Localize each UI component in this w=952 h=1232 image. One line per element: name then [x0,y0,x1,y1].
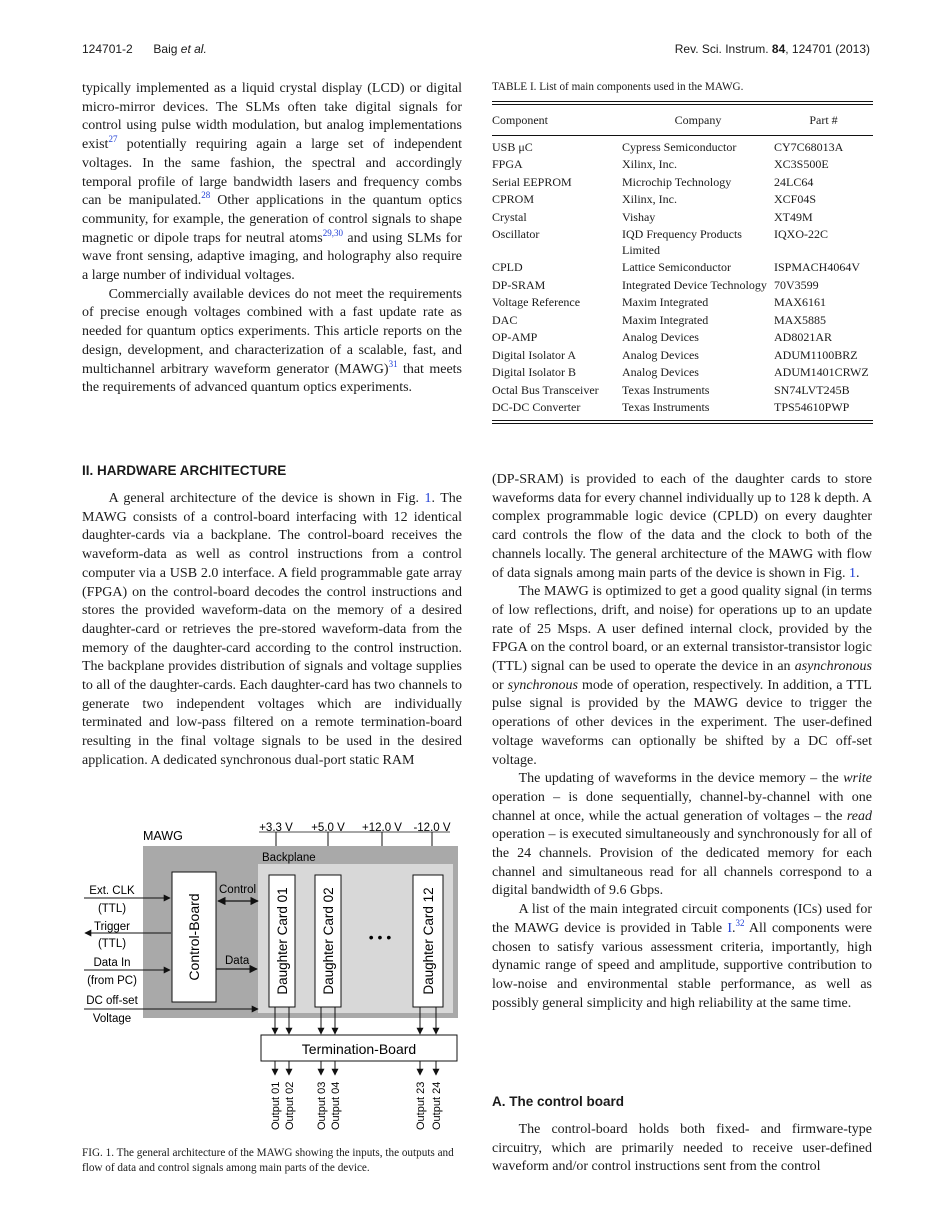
right-column-subsection [492,1121,872,1177]
table-row [492,347,873,365]
table-row [492,191,873,209]
table-row [492,277,873,295]
backplane-label: Backplane [262,852,316,864]
output-04-label: Output 04 [330,1081,342,1130]
mawg-label: MAWG [143,829,183,843]
header-volume: 84 [771,42,786,56]
cell-component: DC-DC Converter [492,400,581,414]
cell-company: Xilinx, Inc. [622,157,677,171]
ttl-label: (TTL) [97,903,127,915]
page-id: 124701-2 [82,42,133,56]
cell-part: XT49M [774,209,813,224]
daughter-card-02-label: Daughter Card 02 [321,887,336,995]
cell-company: Integrated Device Technology [622,277,767,292]
cell-company: Analog Devices [622,365,699,379]
running-header-left [82,42,207,56]
right-column [492,471,872,1013]
cell-part: XC3S500E [774,157,829,171]
table-row [492,399,873,420]
running-header-right [675,42,870,56]
cell-part: 24LC64 [774,174,814,189]
paragraph-commercial: Commercially available devices do not meet the requirements of precise enough voltages combined with a fast update rate as needed for quantum optics experiments. This article reports on the design, development, and characterization of a scalable, fast, and multichannel arbitrary waveform generator (MAWG)$^{31}$ that meets the requirements of advanced quantum optics experiments. [82,286,462,396]
table-row [492,364,873,382]
output-01-label: Output 01 [270,1081,282,1130]
header-etal: et al. [180,42,207,56]
paragraph-control-board: The control-board holds both fixed- and firmware-type circuitry, which are primarily needed to receive user-defined waveform and/or control instructions sent from the control [492,1122,872,1175]
table-row [492,156,873,174]
col-header-part: Part # [809,113,838,127]
figure-caption: FIG. 1. The general architecture of the MAWG showing the inputs, the outputs and flow of data and control signals among main parts of the device. [82,1147,454,1174]
cell-component: CPROM [492,192,535,206]
cell-part: IQXO-22C [774,227,828,241]
figure-1-diagram [82,812,464,1140]
paragraph-dpsram: (DP-SRAM) is provided to each of the daughter cards to store waveforms data for every channel individually up to 128 k depth. A complex programmable logic device (CPLD) on every daughter card controls the flow of the data and the clock to both of the channels locally. The general architecture of the MAWG with flow of data signals among main parts of the device is shown in Fig. 1. [492,472,872,581]
col-header-company: Company [674,113,722,127]
ext-clk-label: Ext. CLK [89,885,135,897]
data-in-label: Data In [93,957,131,969]
paragraph-updating: The updating of waveforms in the device memory – the write operation – is done sequentially, channel-by-channel with one channel at once, while the actual generation of voltages – the read operation – is executed simultaneously and synchronously for all of the 24 channels. Provision of the dedicated memory for each channel and simultaneous read for all channels correspond to a digital bandwidth of 9.6 Gbps. [492,771,872,899]
supply-12v: +12.0 V [362,822,402,834]
cell-company: Vishay [622,209,656,224]
cell-component: Digital Isolator B [492,365,576,379]
section-title: II. HARDWARE ARCHITECTURE [82,463,287,478]
paragraph-intro-continued: typically implemented as a liquid crystal display (LCD) or digital micro-mirror devices. The SLMs often take digital signals for control using pulse width modulation, but analog implementations exist$^{27}$ potentially requiring again a large set of independent voltages. In the same fashion, the spectral and accordingly temporal profile of large bandwidth lasers and frequency combs can be manipulated.$^{28}$ Other applications in the quantum optics community, for example, the generation of control signals to shape magnetic or dipole traps for neutral atoms$^{29,30}$ and using SLMs for wave front sensing, adaptive imaging, and holography also require a large number of individual voltages. [82,81,463,284]
cell-part: MAX6161 [774,295,827,309]
cell-component: Crystal [492,209,527,224]
ref-link[interactable]: 31 [388,358,398,369]
cell-component: USB μC [492,139,533,154]
table-row [492,135,873,156]
ref-link[interactable]: 30 [333,227,343,238]
table-caption: TABLE I. List of main components used in the MAWG. [492,81,744,93]
cell-part: XCF04S [774,192,817,206]
control-label: Control [219,884,257,896]
table-row [492,226,873,259]
paragraph-optimization: The MAWG is optimized to get a good quality signal (in terms of low reflections, drift, and noise) for operations up to an update rate of 25 Msps. A user defined internal clock, provided by the FPGA on the control board, or an external transistor-transistor logic (TTL) signal can be used to operate the device in an asynchronous or synchronous mode of operation, respectively. In addition, a TTL pulse signal is provided by the MAWG device to trigger the operations of other devices in the experiment. The user-defined voltage waveforms can optionally be shifted by a DC off-set voltage. [492,584,872,768]
supply-neg12v: -12.0 V [413,822,451,834]
cell-component: DP-SRAM [492,277,546,292]
termination-board-label: Termination-Board [301,1041,417,1057]
cell-company: Xilinx, Inc. [622,192,677,206]
control-board-label: Control-Board [186,893,202,981]
header-journal: Rev. Sci. Instrum. [674,42,772,56]
dc-offset-label: DC off-set [86,995,138,1007]
supply-5v: +5.0 V [311,822,345,834]
table-header-row [492,105,873,135]
ref-link[interactable]: 27 [108,134,118,145]
fig-link[interactable]: 1 [848,565,856,581]
ref-link[interactable]: 32 [735,917,745,928]
ellipsis: • • • [368,929,392,945]
subsection-title: A. The control board [492,1094,625,1109]
cell-part: ADUM1100BRZ [774,347,858,362]
header-article: , 124701 (2013) [785,42,870,56]
cell-company: Maxim Integrated [622,312,709,327]
output-24-label: Output 24 [431,1081,443,1130]
from-pc-label: (from PC) [87,975,137,987]
cell-component: Oscillator [492,227,540,241]
header-authors: Baig [153,42,181,56]
cell-part: ADUM1401CRWZ [774,365,869,379]
supply-3v3: +3.3 V [259,822,293,834]
ttl-label-2: (TTL) [97,938,127,950]
voltage-label: Voltage [92,1013,132,1025]
components-table [492,105,873,420]
table-row [492,294,873,312]
cell-component: Serial EEPROM [492,174,572,189]
cell-company: Cypress Semiconductor [622,139,737,154]
data-label: Data [225,955,250,967]
left-column-section [82,490,462,771]
table-row [492,382,873,400]
cell-company: Texas Instruments [622,400,710,414]
table-row [492,209,873,227]
cell-part: CY7C68013A [774,139,844,154]
fig-link[interactable]: 1 [424,491,432,506]
daughter-card-01-label: Daughter Card 01 [275,887,290,995]
cell-component: OP-AMP [492,330,538,344]
cell-company: Lattice Semiconductor [622,260,731,274]
cell-component: Digital Isolator A [492,347,576,362]
cell-company: IQD Frequency Products Limited [622,227,742,257]
cell-component: Voltage Reference [492,295,581,309]
cell-component: FPGA [492,157,523,171]
cell-component: CPLD [492,260,523,274]
cell-component: Octal Bus Transceiver [492,382,599,397]
trigger-label: Trigger [94,921,130,933]
output-03-label: Output 03 [316,1081,328,1130]
cell-company: Analog Devices [622,330,699,344]
table-1 [492,101,873,424]
paragraph-architecture: A general architecture of the device is shown in Fig. 1. The MAWG consists of a control-board interfacing with 12 identical daughter-cards via a backplane. The control-board receives the waveform-data as well as control instructions from a control computer via a USB 2.0 interface. A field programmable gate array (FPGA) on the control-board decodes the control instructions and stores the provided waveform-data on the memory of a desired daughter-card or retrieves the pre-stored waveform-data from the memory of the daughter-card according to the control instruction. The backplane provides distribution of signals and voltage supplies to all of the daughter-cards. Each daughter-card has two channels to generate two independent voltages which are individually terminated and low-pass filtered on a remote termination-board resulting in the final voltage signals to be used in the desired application. A dedicated synchronous dual-port static RAM [82,491,463,768]
ref-link[interactable]: 28 [201,190,211,201]
cell-company: Microchip Technology [622,174,732,189]
left-column [82,80,462,398]
table-row [492,174,873,192]
cell-part: AD8021AR [774,330,833,344]
cell-company: Analog Devices [622,347,699,362]
cell-part: MAX5885 [774,312,827,327]
cell-company: Texas Instruments [622,382,710,397]
ref-link[interactable]: 29, [322,227,334,238]
cell-part: 70V3599 [774,277,819,292]
cell-component: DAC [492,312,518,327]
cell-company: Maxim Integrated [622,295,709,309]
daughter-card-12-label: Daughter Card 12 [421,887,436,995]
col-header-component: Component [492,113,548,127]
table-body [492,135,873,420]
table-row [492,329,873,347]
cell-part: ISPMACH4064V [774,260,861,274]
table-link[interactable]: I [727,920,732,936]
cell-part: TPS54610PWP [774,400,850,414]
output-02-label: Output 02 [284,1081,296,1130]
cell-part: SN74LVT245B [774,382,850,397]
output-23-label: Output 23 [415,1081,427,1130]
paragraph-components: A list of the main integrated circuit components (ICs) used for the MAWG device is provided in Table I.$^{32}$ All components were chosen to satisfy various assessment criteria, importantly, high dynamic range of speed and amplitude, supportive contribution to low-noise and environmental stable performance, as well as possibly general simplicity and high reliability at the same time. [492,902,873,1011]
table-row [492,259,873,277]
table-row [492,312,873,330]
